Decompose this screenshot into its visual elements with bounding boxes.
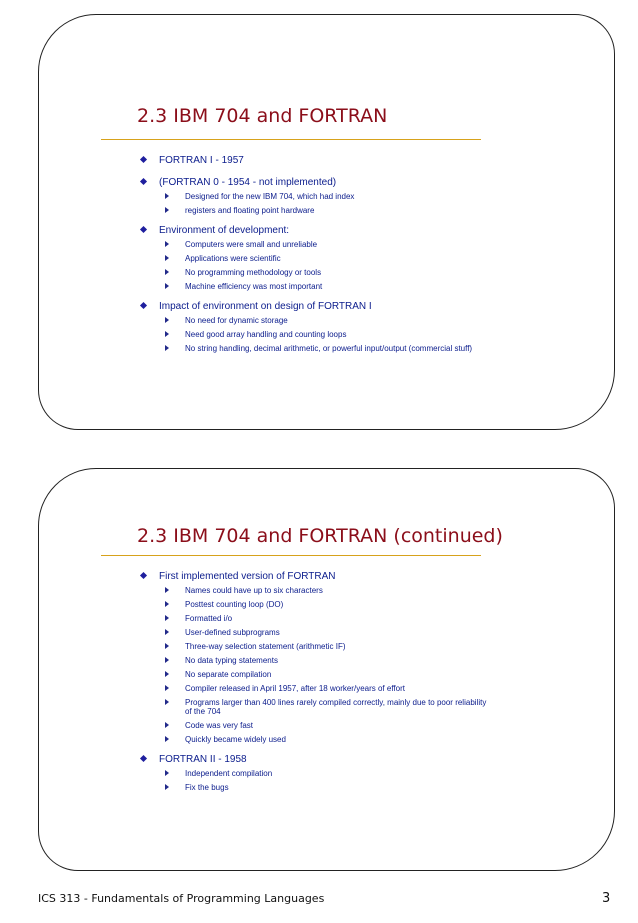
diamond-bullet-icon — [140, 226, 147, 233]
arrow-bullet-icon — [165, 283, 169, 289]
sub-bullet-item — [159, 240, 594, 249]
sub-bullet-text: Three-way selection statement (arithmetic IF) — [185, 642, 346, 651]
title-divider — [101, 555, 481, 556]
sub-bullet-item — [159, 614, 594, 623]
arrow-bullet-icon — [165, 193, 169, 199]
arrow-bullet-icon — [165, 331, 169, 337]
sub-bullet-text: Machine efficiency was most important — [185, 282, 323, 291]
sub-bullet-text: No string handling, decimal arithmetic, or powerful input/output (commercial stuff) — [185, 344, 473, 353]
sub-bullet-item — [159, 698, 594, 716]
sub-bullet-text: User-defined subprograms — [185, 628, 280, 637]
course-title: ICS 313 - Fundamentals of Programming Languages — [38, 892, 325, 905]
diamond-bullet-icon — [140, 302, 147, 309]
arrow-bullet-icon — [165, 601, 169, 607]
sub-bullet-list — [159, 769, 594, 792]
bullet-list — [139, 570, 594, 792]
arrow-bullet-icon — [165, 643, 169, 649]
sub-bullet-text: Fix the bugs — [185, 783, 229, 792]
arrow-bullet-icon — [165, 629, 169, 635]
slide-title: 2.3 IBM 704 and FORTRAN — [137, 105, 388, 127]
sub-bullet-item — [159, 586, 594, 595]
arrow-bullet-icon — [165, 671, 169, 677]
diamond-bullet-icon — [140, 178, 147, 185]
sub-bullet-item — [159, 268, 594, 277]
bullet-text: Impact of environment on design of FORTRAN I — [159, 301, 372, 312]
bullet-item — [139, 570, 594, 744]
sub-bullet-item — [159, 344, 594, 353]
sub-bullet-text: Computers were small and unreliable — [185, 240, 318, 249]
diamond-bullet-icon — [140, 572, 147, 579]
sub-bullet-item — [159, 735, 594, 744]
sub-bullet-text: Programs larger than 400 lines rarely compiled correctly, mainly due to poor reliability of the 704 — [185, 698, 487, 716]
sub-bullet-text: No programming methodology or tools — [185, 268, 322, 277]
slide-2 — [38, 468, 615, 871]
sub-bullet-item — [159, 769, 594, 778]
arrow-bullet-icon — [165, 685, 169, 691]
arrow-bullet-icon — [165, 207, 169, 213]
sub-bullet-list — [159, 586, 594, 744]
sub-bullet-text: Need good array handling and counting loops — [185, 330, 347, 339]
sub-bullet-text: Compiler released in April 1957, after 18 worker/years of effort — [185, 684, 405, 693]
arrow-bullet-icon — [165, 657, 169, 663]
arrow-bullet-icon — [165, 722, 169, 728]
sub-bullet-item — [159, 316, 594, 325]
title-divider — [101, 139, 481, 140]
arrow-bullet-icon — [165, 255, 169, 261]
arrow-bullet-icon — [165, 345, 169, 351]
page-number: 3 — [602, 891, 611, 906]
bullet-item — [139, 176, 594, 215]
sub-bullet-list — [159, 192, 594, 215]
sub-bullet-item — [159, 670, 594, 679]
arrow-bullet-icon — [165, 615, 169, 621]
sub-bullet-text: Code was very fast — [185, 721, 254, 730]
bullet-text: FORTRAN I - 1957 — [159, 155, 244, 166]
sub-bullet-item — [159, 783, 594, 792]
sub-bullet-item — [159, 192, 594, 201]
arrow-bullet-icon — [165, 770, 169, 776]
arrow-bullet-icon — [165, 736, 169, 742]
bullet-text: First implemented version of FORTRAN — [159, 571, 336, 582]
sub-bullet-text: No need for dynamic storage — [185, 316, 288, 325]
bullet-item — [139, 300, 594, 353]
sub-bullet-item — [159, 642, 594, 651]
page-footer — [0, 890, 638, 910]
arrow-bullet-icon — [165, 269, 169, 275]
diamond-bullet-icon — [140, 755, 147, 762]
arrow-bullet-icon — [165, 241, 169, 247]
sub-bullet-item — [159, 206, 594, 215]
sub-bullet-text: No separate compilation — [185, 670, 272, 679]
sub-bullet-text: Independent compilation — [185, 769, 273, 778]
arrow-bullet-icon — [165, 317, 169, 323]
slide-title: 2.3 IBM 704 and FORTRAN (continued) — [137, 525, 503, 547]
sub-bullet-item — [159, 721, 594, 730]
bullet-item — [139, 154, 594, 167]
sub-bullet-text: registers and floating point hardware — [185, 206, 315, 215]
sub-bullet-list — [159, 240, 594, 291]
sub-bullet-text: Formatted i/o — [185, 614, 233, 623]
slide-1 — [38, 14, 615, 430]
sub-bullet-text: No data typing statements — [185, 656, 278, 665]
sub-bullet-text: Quickly became widely used — [185, 735, 286, 744]
bullet-text: Environment of development: — [159, 225, 290, 236]
sub-bullet-text: Names could have up to six characters — [185, 586, 323, 595]
sub-bullet-list — [159, 316, 594, 353]
arrow-bullet-icon — [165, 587, 169, 593]
sub-bullet-item — [159, 330, 594, 339]
bullet-item — [139, 224, 594, 291]
diamond-bullet-icon — [140, 156, 147, 163]
sub-bullet-item — [159, 684, 594, 693]
sub-bullet-item — [159, 254, 594, 263]
sub-bullet-text: Designed for the new IBM 704, which had index — [185, 192, 355, 201]
sub-bullet-text: Applications were scientific — [185, 254, 281, 263]
arrow-bullet-icon — [165, 784, 169, 790]
sub-bullet-item — [159, 656, 594, 665]
bullet-text: (FORTRAN 0 - 1954 - not implemented) — [159, 177, 337, 188]
bullet-text: FORTRAN II - 1958 — [159, 754, 247, 765]
bullet-list — [139, 154, 594, 353]
bullet-item — [139, 753, 594, 792]
sub-bullet-item — [159, 282, 594, 291]
arrow-bullet-icon — [165, 699, 169, 705]
sub-bullet-item — [159, 600, 594, 609]
sub-bullet-text: Posttest counting loop (DO) — [185, 600, 284, 609]
sub-bullet-item — [159, 628, 594, 637]
